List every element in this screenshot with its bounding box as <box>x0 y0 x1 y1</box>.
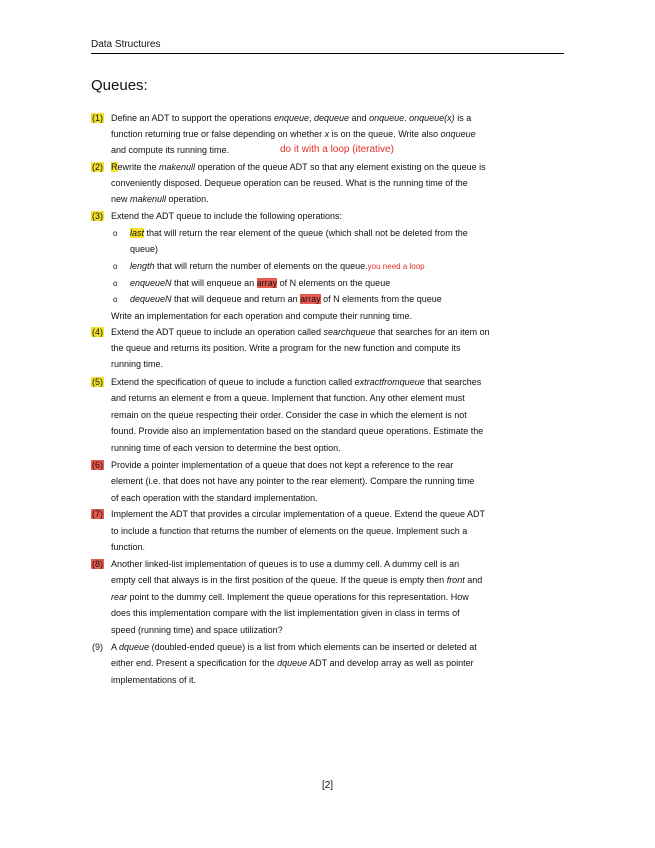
bullet-marker: o <box>113 229 118 238</box>
item-1-line-2: function returning true or false depending on whether x is on the queue. Write also onqueue <box>111 129 476 139</box>
sub-item-dequeueN: dequeueN that will dequeue and return an array of N elements from the queue <box>130 294 442 304</box>
item-2-line-3: new makenull operation. <box>111 194 209 204</box>
item-4-line-1: Extend the ADT queue to include an operation called searchqueue that searches for an item on <box>111 327 490 337</box>
item-8-line-1: Another linked-list implementation of queues is to use a dummy cell. A dummy cell is an <box>111 559 460 569</box>
item-5-line-3: remain on the queue respecting their order. Consider the case in which the element is not <box>111 410 467 420</box>
item-number-7: (7) <box>92 509 103 519</box>
item-6-line-1: Provide a pointer implementation of a queue that does not kept a reference to the rear <box>111 460 454 470</box>
item-number-6: (6) <box>92 460 103 470</box>
item-1-line-1: Define an ADT to support the operations enqueue, dequeue and onqueue. onqueue(x) is a <box>111 113 472 123</box>
item-6-line-2: element (i.e. that does not have any pointer to the rear element). Compare the running time <box>111 476 475 486</box>
annotation-loop-iterative: do it with a loop (iterative) <box>280 144 394 155</box>
item-5-line-4: found. Provide also an implementation based on the standard queue operations. Estimate the <box>111 426 484 436</box>
item-9-line-1: A dqueue (doubled-ended queue) is a list from which elements can be inserted or deleted at <box>111 642 477 652</box>
item-9-line-2: either end. Present a specification for the dqueue ADT and develop array as well as pointer <box>111 658 474 668</box>
item-3-line-1: Extend the ADT queue to include the following operations: <box>111 211 342 221</box>
item-5-line-1: Extend the specification of queue to include a function called extractfromqueue that searches <box>111 377 482 387</box>
item-2-line-2: conveniently disposed. Dequeue operation can be reused. What is the running time of the <box>111 178 468 188</box>
page-number: [2] <box>321 780 334 791</box>
item-1-line-3: and compute its running time. <box>111 145 230 155</box>
item-number-9: (9) <box>92 642 103 652</box>
item-6-line-3: of each operation with the standard implementation. <box>111 493 318 503</box>
item-3-line-2: Write an implementation for each operation and compute their running time. <box>111 311 412 321</box>
bullet-marker: o <box>113 295 118 304</box>
annotation-need-loop: you need a loop <box>367 262 425 271</box>
header-rule <box>91 53 564 54</box>
item-number-8: (8) <box>92 559 103 569</box>
item-8-line-2: empty cell that always is in the first position of the queue. If the queue is empty then front and <box>111 575 483 585</box>
item-8-line-3: rear point to the dummy cell. Implement the queue operations for this representation. How <box>111 592 469 602</box>
item-number-3: (3) <box>92 211 103 221</box>
item-7-line-2: to include a function that returns the number of elements on the queue. Implement such a <box>111 526 468 536</box>
item-7-line-3: function. <box>111 542 146 552</box>
sub-item-enqueueN: enqueueN that will enqueue an array of N elements on the queue <box>130 278 391 288</box>
item-number-2: (2) <box>92 162 103 172</box>
running-header: Data Structures <box>91 39 161 50</box>
item-number-5: (5) <box>92 377 103 387</box>
item-5-line-2: and returns an element e from a queue. Implement that function. Any other element must <box>111 393 465 403</box>
section-title: Queues: <box>91 77 148 94</box>
item-8-line-4: does this implementation compare with the list implementation given in class in terms of <box>111 608 460 618</box>
item-number-1: (1) <box>92 113 103 123</box>
sub-item-last-cont: queue) <box>130 244 159 254</box>
bullet-marker: o <box>113 262 118 271</box>
item-2-line-1: Rewrite the makenull operation of the queue ADT so that any element existing on the queue is <box>111 162 486 172</box>
item-9-line-3: implementations of it. <box>111 675 197 685</box>
sub-item-length: length that will return the number of elements on the queue.you need a loop <box>130 261 425 271</box>
item-5-line-5: running time of each version to determine the best option. <box>111 443 341 453</box>
item-7-line-1: Implement the ADT that provides a circular implementation of a queue. Extend the queue ADT <box>111 509 486 519</box>
item-number-4: (4) <box>92 327 103 337</box>
bullet-marker: o <box>113 279 118 288</box>
item-4-line-3: running time. <box>111 359 164 369</box>
sub-item-last: last that will return the rear element of the queue (which shall not be deleted from the <box>130 228 468 238</box>
item-4-line-2: the queue and returns its position. Write a program for the new function and compute its <box>111 343 461 353</box>
item-8-line-5: speed (running time) and space utilization? <box>111 625 283 635</box>
